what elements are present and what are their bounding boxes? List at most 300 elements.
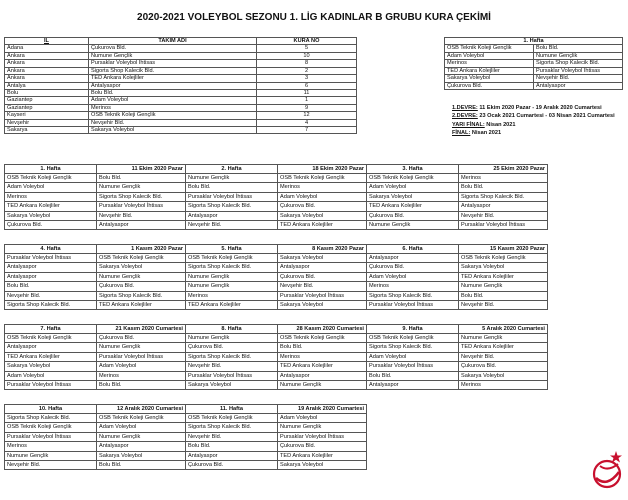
match-row bbox=[5, 272, 186, 281]
home-team-cell: Bolu Bld. bbox=[186, 183, 278, 192]
hafta1-summary-title: 1. Hafta bbox=[445, 38, 623, 45]
draw-number-cell: 11 bbox=[257, 89, 357, 96]
home-team-cell: Numune Gençlik bbox=[186, 334, 278, 343]
week-date: 11 Ekim 2020 Pazar bbox=[97, 165, 186, 174]
home-team-cell: Çukurova Bld. bbox=[186, 343, 278, 352]
away-team-cell: Nevşehir Bld. bbox=[278, 282, 367, 291]
away-team-cell: Sakarya Voleybol bbox=[97, 263, 186, 272]
home-team-cell: Adam Voleybol bbox=[367, 183, 459, 192]
away-team-cell: Çukurova Bld. bbox=[278, 272, 367, 281]
away-team-cell: Adam Voleybol bbox=[97, 423, 186, 432]
note-value: Nisan 2021 bbox=[484, 121, 516, 128]
note-key: FİNAL: bbox=[452, 129, 471, 136]
away-team-cell: Adam Voleybol bbox=[278, 192, 367, 201]
match-row bbox=[5, 423, 186, 432]
away-team-cell: Numune Gençlik bbox=[459, 282, 548, 291]
home-team-cell: Antalyaspor bbox=[367, 254, 459, 263]
away-team-cell: Çukurova Bld. bbox=[278, 442, 367, 451]
home-team-cell: Pursaklar Voleybol İhtisas bbox=[186, 192, 278, 201]
team-cell: Numune Gençlik bbox=[89, 52, 257, 59]
week-title: 6. Hafta bbox=[367, 245, 459, 254]
match-row bbox=[5, 202, 186, 211]
home-team-cell: OSB Teknik Koleji Gençlik bbox=[367, 174, 459, 183]
away-team-cell: Merinos bbox=[97, 371, 186, 380]
week-header-row bbox=[5, 165, 186, 174]
away-team-cell: Nevşehir Bld. bbox=[459, 211, 548, 220]
match-row bbox=[5, 220, 186, 229]
away-team-cell: OSB Teknik Koleji Gençlik bbox=[278, 334, 367, 343]
match-row bbox=[186, 414, 367, 423]
away-team-cell: Merinos bbox=[278, 183, 367, 192]
team-cell: Adam Voleybol bbox=[89, 97, 257, 104]
match-row bbox=[5, 211, 186, 220]
team-cell: Antalyaspor bbox=[89, 82, 257, 89]
match-row bbox=[367, 352, 548, 361]
draw-number-cell: 4 bbox=[257, 119, 357, 126]
away-team-cell: Bolu Bld. bbox=[534, 45, 623, 52]
week-date: 21 Kasım 2020 Cumartesi bbox=[97, 325, 186, 334]
away-team-cell: Bolu Bld. bbox=[459, 183, 548, 192]
home-team-cell: Sigorta Shop Kalecik Bld. bbox=[186, 352, 278, 361]
home-team-cell: Pursaklar Voleybol İhtisas bbox=[367, 362, 459, 371]
team-cell: Nevşehir Bld. bbox=[89, 119, 257, 126]
match-row bbox=[186, 174, 367, 183]
away-team-cell: Sigorta Shop Kalecik Bld. bbox=[97, 291, 186, 300]
away-team-cell: TED Ankara Kolejliler bbox=[459, 343, 548, 352]
week-date: 1 Kasım 2020 Pazar bbox=[97, 245, 186, 254]
city-cell: Ankara bbox=[5, 67, 89, 74]
match-row bbox=[367, 282, 548, 291]
city-cell: Nevşehir bbox=[5, 119, 89, 126]
match-row bbox=[5, 291, 186, 300]
home-team-cell: Sigorta Shop Kalecik Bld. bbox=[367, 343, 459, 352]
away-team-cell: Çukurova Bld. bbox=[278, 202, 367, 211]
kura-table bbox=[4, 37, 357, 134]
away-team-cell: TED Ankara Kolejliler bbox=[278, 451, 367, 460]
away-team-cell: Antalyaspor bbox=[97, 220, 186, 229]
away-team-cell: Numune Gençlik bbox=[97, 343, 186, 352]
home-team-cell: Antalyaspor bbox=[367, 380, 459, 389]
match-row bbox=[5, 254, 186, 263]
home-team-cell: TED Ankara Kolejliler bbox=[445, 67, 534, 74]
away-team-cell: Numune Gençlik bbox=[459, 334, 548, 343]
home-team-cell: Adam Voleybol bbox=[367, 272, 459, 281]
week-title: 3. Hafta bbox=[367, 165, 459, 174]
week-table bbox=[4, 404, 186, 470]
match-row bbox=[5, 371, 186, 380]
home-team-cell: Bolu Bld. bbox=[186, 442, 278, 451]
away-team-cell: Sigorta Shop Kalecik Bld. bbox=[97, 192, 186, 201]
match-row bbox=[186, 183, 367, 192]
table-row bbox=[5, 112, 357, 119]
away-team-cell: Sakarya Voleybol bbox=[97, 451, 186, 460]
away-team-cell: Antalyaspor bbox=[278, 371, 367, 380]
match-row bbox=[367, 334, 548, 343]
home-team-cell: Pursaklar Voleybol İhtisas bbox=[186, 371, 278, 380]
match-row bbox=[367, 291, 548, 300]
away-team-cell: Sigorta Shop Kalecik Bld. bbox=[534, 60, 623, 67]
week-header-row bbox=[367, 165, 548, 174]
away-team-cell: Antalyaspor bbox=[97, 442, 186, 451]
home-team-cell: Numune Gençlik bbox=[5, 451, 97, 460]
week-table bbox=[4, 164, 186, 230]
away-team-cell: Bolu Bld. bbox=[459, 291, 548, 300]
week-title: 11. Hafta bbox=[186, 405, 278, 414]
away-team-cell: Adam Voleybol bbox=[97, 362, 186, 371]
home-team-cell: TED Ankara Kolejliler bbox=[5, 352, 97, 361]
home-team-cell: Antalyaspor bbox=[5, 343, 97, 352]
city-cell: Antalya bbox=[5, 82, 89, 89]
match-row bbox=[186, 202, 367, 211]
away-team-cell: TED Ankara Kolejliler bbox=[97, 300, 186, 309]
away-team-cell: Numune Gençlik bbox=[278, 380, 367, 389]
note-value: Nisan 2021 bbox=[470, 129, 502, 136]
match-row bbox=[445, 45, 623, 52]
week-header-row bbox=[186, 245, 367, 254]
draw-number-cell: 3 bbox=[257, 75, 357, 82]
match-row bbox=[445, 67, 623, 74]
home-team-cell: TED Ankara Kolejliler bbox=[186, 300, 278, 309]
match-row bbox=[367, 211, 548, 220]
city-cell: Sakarya bbox=[5, 127, 89, 134]
away-team-cell: Antalyaspor bbox=[278, 263, 367, 272]
away-team-cell: TED Ankara Kolejliler bbox=[459, 272, 548, 281]
match-row bbox=[367, 183, 548, 192]
away-team-cell: Pursaklar Voleybol İhtisas bbox=[97, 352, 186, 361]
away-team-cell: Sakarya Voleybol bbox=[459, 263, 548, 272]
week-table bbox=[185, 244, 367, 310]
away-team-cell: Merinos bbox=[459, 380, 548, 389]
week-date: 18 Ekim 2020 Pazar bbox=[278, 165, 367, 174]
match-row bbox=[186, 282, 367, 291]
home-team-cell: TED Ankara Kolejliler bbox=[5, 202, 97, 211]
away-team-cell: Merinos bbox=[459, 174, 548, 183]
match-row bbox=[186, 460, 367, 469]
week-title: 7. Hafta bbox=[5, 325, 97, 334]
match-row bbox=[186, 432, 367, 441]
home-team-cell: Pursaklar Voleybol İhtisas bbox=[367, 300, 459, 309]
table-row bbox=[5, 127, 357, 134]
home-team-cell: Çukurova Bld. bbox=[367, 263, 459, 272]
match-row bbox=[5, 183, 186, 192]
match-row bbox=[186, 220, 367, 229]
home-team-cell: Sigorta Shop Kalecik Bld. bbox=[186, 202, 278, 211]
match-row bbox=[5, 174, 186, 183]
city-cell: Gaziantep bbox=[5, 97, 89, 104]
note-line bbox=[452, 121, 615, 129]
home-team-cell: Merinos bbox=[5, 192, 97, 201]
match-row bbox=[445, 82, 623, 89]
home-team-cell: Sakarya Voleybol bbox=[5, 211, 97, 220]
kura-header-row bbox=[5, 38, 357, 45]
note-line bbox=[452, 112, 615, 120]
draw-number-cell: 12 bbox=[257, 112, 357, 119]
away-team-cell: Bolu Bld. bbox=[97, 460, 186, 469]
match-row bbox=[186, 442, 367, 451]
away-team-cell: Merinos bbox=[278, 352, 367, 361]
away-team-cell: OSB Teknik Koleji Gençlik bbox=[278, 174, 367, 183]
home-team-cell: Nevşehir Bld. bbox=[5, 291, 97, 300]
week-date: 5 Aralık 2020 Cumartesi bbox=[459, 325, 548, 334]
away-team-cell: OSB Teknik Koleji Gençlik bbox=[97, 414, 186, 423]
home-team-cell: OSB Teknik Koleji Gençlik bbox=[5, 174, 97, 183]
away-team-cell: Sakarya Voleybol bbox=[459, 371, 548, 380]
home-team-cell: Sakarya Voleybol bbox=[445, 75, 534, 82]
home-team-cell: Merinos bbox=[186, 291, 278, 300]
home-team-cell: Sigorta Shop Kalecik Bld. bbox=[186, 263, 278, 272]
table-row bbox=[5, 67, 357, 74]
match-row bbox=[186, 371, 367, 380]
match-row bbox=[186, 291, 367, 300]
away-team-cell: Adam Voleybol bbox=[278, 414, 367, 423]
match-row bbox=[445, 75, 623, 82]
home-team-cell: Bolu Bld. bbox=[367, 371, 459, 380]
week-table bbox=[366, 164, 548, 230]
home-team-cell: Numune Gençlik bbox=[186, 174, 278, 183]
match-row bbox=[186, 423, 367, 432]
away-team-cell: Numune Gençlik bbox=[97, 272, 186, 281]
home-team-cell: OSB Teknik Koleji Gençlik bbox=[5, 423, 97, 432]
note-key: 2.DEVRE: bbox=[452, 113, 478, 120]
city-cell: Adana bbox=[5, 45, 89, 52]
city-cell: Kayseri bbox=[5, 112, 89, 119]
match-row bbox=[367, 192, 548, 201]
match-row bbox=[186, 192, 367, 201]
home-team-cell: Sigorta Shop Kalecik Bld. bbox=[5, 300, 97, 309]
week-title: 5. Hafta bbox=[186, 245, 278, 254]
team-cell: Merinos bbox=[89, 104, 257, 111]
match-row bbox=[5, 432, 186, 441]
city-cell: Gaziantep bbox=[5, 104, 89, 111]
column-header-il: İL bbox=[5, 38, 89, 45]
home-team-cell: Sakarya Voleybol bbox=[367, 192, 459, 201]
away-team-cell: Bolu Bld. bbox=[97, 380, 186, 389]
week-date: 15 Kasım 2020 Pazar bbox=[459, 245, 548, 254]
home-team-cell: Pursaklar Voleybol İhtisas bbox=[5, 380, 97, 389]
away-team-cell: TED Ankara Kolejliler bbox=[278, 362, 367, 371]
home-team-cell: Çukurova Bld. bbox=[445, 82, 534, 89]
match-row bbox=[367, 272, 548, 281]
away-team-cell: Sigorta Shop Kalecik Bld. bbox=[459, 192, 548, 201]
week-header-row bbox=[5, 245, 186, 254]
match-row bbox=[367, 263, 548, 272]
home-team-cell: Adam Voleybol bbox=[5, 371, 97, 380]
week-date: 12 Aralık 2020 Cumartesi bbox=[97, 405, 186, 414]
match-row bbox=[5, 334, 186, 343]
draw-number-cell: 1 bbox=[257, 97, 357, 104]
home-team-cell: Antalyaspor bbox=[186, 211, 278, 220]
home-team-cell: OSB Teknik Koleji Gençlik bbox=[5, 334, 97, 343]
match-row bbox=[367, 380, 548, 389]
week-title: 8. Hafta bbox=[186, 325, 278, 334]
away-team-cell: Sakarya Voleybol bbox=[278, 300, 367, 309]
team-cell: Sakarya Voleybol bbox=[89, 127, 257, 134]
city-cell: Ankara bbox=[5, 75, 89, 82]
match-row bbox=[367, 174, 548, 183]
week-table bbox=[366, 324, 548, 390]
week-header-row bbox=[186, 165, 367, 174]
table-row bbox=[5, 119, 357, 126]
week-title: 10. Hafta bbox=[5, 405, 97, 414]
away-team-cell: Sakarya Voleybol bbox=[278, 460, 367, 469]
match-row bbox=[5, 442, 186, 451]
table-row bbox=[5, 45, 357, 52]
away-team-cell: OSB Teknik Koleji Gençlik bbox=[459, 254, 548, 263]
match-row bbox=[5, 362, 186, 371]
away-team-cell: Bolu Bld. bbox=[97, 174, 186, 183]
hafta1-summary-table bbox=[444, 37, 623, 90]
away-team-cell: Çukurova Bld. bbox=[97, 334, 186, 343]
team-cell: Bolu Bld. bbox=[89, 89, 257, 96]
away-team-cell: Sakarya Voleybol bbox=[278, 254, 367, 263]
away-team-cell: Numune Gençlik bbox=[97, 432, 186, 441]
week-date: 25 Ekim 2020 Pazar bbox=[459, 165, 548, 174]
match-row bbox=[5, 282, 186, 291]
home-team-cell: Nevşehir Bld. bbox=[186, 220, 278, 229]
home-team-cell: Merinos bbox=[367, 282, 459, 291]
note-value: 11 Ekim 2020 Pazar - 19 Aralık 2020 Cumartesi bbox=[477, 105, 602, 111]
home-team-cell: Nevşehir Bld. bbox=[186, 362, 278, 371]
home-team-cell: Bolu Bld. bbox=[5, 282, 97, 291]
table-row bbox=[5, 104, 357, 111]
away-team-cell: Numune Gençlik bbox=[534, 52, 623, 59]
note-key: YARI FİNAL: bbox=[452, 121, 485, 128]
home-team-cell: Çukurova Bld. bbox=[5, 220, 97, 229]
draw-number-cell: 7 bbox=[257, 127, 357, 134]
away-team-cell: Nevşehir Bld. bbox=[534, 75, 623, 82]
away-team-cell: Pursaklar Voleybol İhtisas bbox=[278, 291, 367, 300]
week-header-row bbox=[367, 325, 548, 334]
match-row bbox=[186, 272, 367, 281]
home-team-cell: Çukurova Bld. bbox=[367, 211, 459, 220]
match-row bbox=[186, 343, 367, 352]
home-team-cell: Nevşehir Bld. bbox=[5, 460, 97, 469]
home-team-cell: Adam Voleybol bbox=[5, 183, 97, 192]
city-cell: Bolu bbox=[5, 89, 89, 96]
home-team-cell: Sakarya Voleybol bbox=[186, 380, 278, 389]
table-row bbox=[5, 75, 357, 82]
week-date: 8 Kasım 2020 Pazar bbox=[278, 245, 367, 254]
match-row bbox=[367, 202, 548, 211]
match-row bbox=[186, 380, 367, 389]
home-team-cell: Antalyaspor bbox=[186, 451, 278, 460]
home-team-cell: Merinos bbox=[5, 442, 97, 451]
away-team-cell: Pursaklar Voleybol İhtisas bbox=[534, 67, 623, 74]
home-team-cell: Adam Voleybol bbox=[367, 352, 459, 361]
away-team-cell: Numune Gençlik bbox=[97, 183, 186, 192]
away-team-cell: Antalyaspor bbox=[459, 202, 548, 211]
week-title: 2. Hafta bbox=[186, 165, 278, 174]
team-cell: Sigorta Shop Kalecik Bld. bbox=[89, 67, 257, 74]
home-team-cell: Sigorta Shop Kalecik Bld. bbox=[186, 423, 278, 432]
away-team-cell: Numune Gençlik bbox=[278, 423, 367, 432]
team-cell: TED Ankara Kolejliler bbox=[89, 75, 257, 82]
draw-number-cell: 2 bbox=[257, 67, 357, 74]
away-team-cell: Pursaklar Voleybol İhtisas bbox=[459, 220, 548, 229]
city-cell: Ankara bbox=[5, 52, 89, 59]
match-row bbox=[5, 460, 186, 469]
away-team-cell: Nevşehir Bld. bbox=[97, 211, 186, 220]
match-row bbox=[186, 211, 367, 220]
match-row bbox=[367, 300, 548, 309]
away-team-cell: Pursaklar Voleybol İhtisas bbox=[278, 432, 367, 441]
home-team-cell: OSB Teknik Koleji Gençlik bbox=[367, 334, 459, 343]
week-header-row bbox=[186, 405, 367, 414]
home-team-cell: Merinos bbox=[445, 60, 534, 67]
draw-number-cell: 6 bbox=[257, 82, 357, 89]
week-title: 9. Hafta bbox=[367, 325, 459, 334]
week-header-row bbox=[5, 325, 186, 334]
match-row bbox=[367, 371, 548, 380]
team-cell: OSB Teknik Koleji Gençlik bbox=[89, 112, 257, 119]
home-team-cell: Numune Gençlik bbox=[186, 282, 278, 291]
note-line bbox=[452, 104, 615, 112]
week-title: 4. Hafta bbox=[5, 245, 97, 254]
table-row bbox=[5, 89, 357, 96]
away-team-cell: Çukurova Bld. bbox=[97, 282, 186, 291]
match-row bbox=[5, 263, 186, 272]
home-team-cell: Pursaklar Voleybol İhtisas bbox=[5, 432, 97, 441]
home-team-cell: Çukurova Bld. bbox=[186, 460, 278, 469]
week-table bbox=[185, 164, 367, 230]
page-title: 2020-2021 VOLEYBOL SEZONU 1. LİG KADINLAR B GRUBU KURA ÇEKİMİ bbox=[137, 12, 491, 23]
match-row bbox=[5, 352, 186, 361]
home-team-cell: Pursaklar Voleybol İhtisas bbox=[5, 254, 97, 263]
home-team-cell: TED Ankara Kolejliler bbox=[367, 202, 459, 211]
match-row bbox=[367, 362, 548, 371]
match-row bbox=[5, 451, 186, 460]
home-team-cell: Antalyaspor bbox=[5, 263, 97, 272]
home-team-cell: Antalyaspor bbox=[5, 272, 97, 281]
away-team-cell: Çukurova Bld. bbox=[459, 362, 548, 371]
column-header-kura: KURA NO bbox=[257, 38, 357, 45]
match-row bbox=[186, 300, 367, 309]
match-row bbox=[186, 362, 367, 371]
away-team-cell: OSB Teknik Koleji Gençlik bbox=[97, 254, 186, 263]
table-row bbox=[5, 60, 357, 67]
match-row bbox=[5, 343, 186, 352]
away-team-cell: Pursaklar Voleybol İhtisas bbox=[97, 202, 186, 211]
home-team-cell: Adam Voleybol bbox=[445, 52, 534, 59]
match-row bbox=[367, 254, 548, 263]
match-row bbox=[5, 300, 186, 309]
federation-logo bbox=[588, 448, 626, 496]
away-team-cell: Sakarya Voleybol bbox=[278, 211, 367, 220]
match-row bbox=[5, 414, 186, 423]
match-row bbox=[367, 343, 548, 352]
match-row bbox=[186, 254, 367, 263]
table-row bbox=[5, 97, 357, 104]
week-table bbox=[185, 404, 367, 470]
home-team-cell: Nevşehir Bld. bbox=[186, 432, 278, 441]
week-table bbox=[185, 324, 367, 390]
draw-number-cell: 5 bbox=[257, 45, 357, 52]
note-key: 1.DEVRE: bbox=[452, 105, 478, 111]
table-row bbox=[5, 52, 357, 59]
note-line bbox=[452, 129, 615, 137]
home-team-cell: OSB Teknik Koleji Gençlik bbox=[186, 414, 278, 423]
match-row bbox=[5, 192, 186, 201]
home-team-cell: Sakarya Voleybol bbox=[5, 362, 97, 371]
away-team-cell: Nevşehir Bld. bbox=[459, 352, 548, 361]
note-value: 23 Ocak 2021 Cumartesi - 03 Nisan 2021 Cumartesi bbox=[477, 113, 615, 120]
home-team-cell: Numune Gençlik bbox=[367, 220, 459, 229]
season-notes bbox=[452, 104, 615, 137]
week-table bbox=[366, 244, 548, 310]
week-header-row bbox=[367, 245, 548, 254]
column-header-takim: TAKIM ADI bbox=[89, 38, 257, 45]
week-date: 19 Aralık 2020 Cumartesi bbox=[278, 405, 367, 414]
